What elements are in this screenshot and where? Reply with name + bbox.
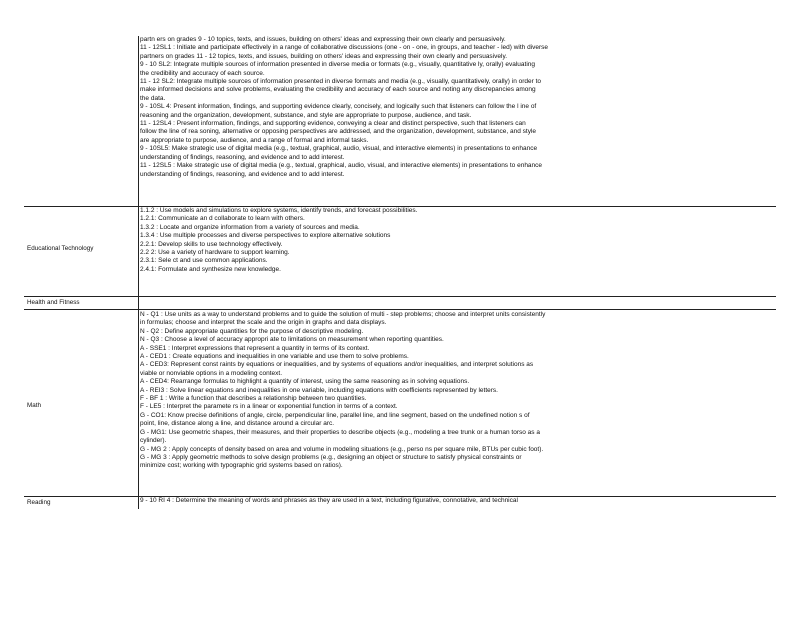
standard-line: A - CED3: Represent const raints by equations or inequalities, and by systems of equations and/or inequalities, and interpret solutions as — [140, 361, 534, 369]
standard-line: F - BF 1 : Write a function that describes a relationship between two quantities. — [140, 395, 367, 403]
standard-line: G - MG1: Use geometric shapes, their measures, and their properties to describe objects (e.g., modeling a tree trunk or a human torso as a — [140, 428, 540, 436]
standard-line: the data. — [140, 94, 166, 102]
table-row — [24, 310, 776, 497]
table-row — [24, 297, 776, 310]
standard-line: F - LE5 : Interpret the paramete rs in a linear or exponential function in terms of a context. — [140, 403, 398, 411]
table-row — [24, 36, 776, 207]
standard-line: partn ers on grades 9 - 10 topics, texts, and issues, building on others' ideas and expressing their own clearly and persuasively. — [140, 36, 506, 43]
row-content — [140, 207, 776, 274]
standards-table — [24, 36, 776, 509]
standard-line: follow the line of rea soning, alternative or opposing perspectives are addressed, and the organization, development, substance, and style — [140, 128, 537, 136]
standard-line: 2.4.1: Formulate and synthesize new knowledge. — [140, 265, 281, 273]
standard-line: 9 - 10 RI 4 : Determine the meaning of words and phrases as they are used in a text, including figurative, connotative, and technical — [140, 497, 518, 504]
standard-line: A - SSE1 : Interpret expressions that represent a quantity in terms of its context. — [140, 344, 370, 352]
standard-line: minimize cost; working with typographic grid systems based on ratios). — [140, 462, 343, 470]
standard-line: viable or nonviable options in a modeling context. — [140, 369, 283, 377]
standard-line: are appropriate to purpose, audience, and a range of formal and informal tasks. — [140, 136, 369, 144]
row-content — [140, 310, 776, 471]
column-divider — [138, 36, 139, 206]
standard-line: 11 - 12SL1 : Initiate and participate effectively in a range of collaborative discussions (one - on - one, in groups, and teacher - led) with diverse — [140, 44, 549, 52]
row-label: Reading — [27, 499, 51, 506]
standard-line: G - CO1: Know precise definitions of angle, circle, perpendicular line, parallel line, and line segment, based on the undefined notion s of — [140, 411, 530, 419]
standard-line: 1.1.2 : Use models and simulations to explore systems, identify trends, and forecast possibilities. — [140, 207, 418, 214]
column-divider — [138, 297, 139, 309]
standard-line: N - Q3 : Choose a level of accuracy appropri ate to limitations on measurement when reporting quantities. — [140, 336, 444, 344]
row-label: Math — [27, 402, 41, 409]
standard-line: 1.3.4 : Use multiple processes and diverse perspectives to explore alternative solutions — [140, 232, 391, 240]
standard-line: understanding of findings, reasoning, and evidence and to add interest. — [140, 153, 345, 161]
standard-line: 1.3.2 : Locate and organize information from a variety of sources and media. — [140, 223, 360, 231]
standard-line: 9 - 10 SL2: Integrate multiple sources of information presented in diverse media or formats (e.g., visually, quantitative ly, orally) evaluating — [140, 61, 536, 69]
standard-line: reasoning and the organization, development, substance, and style are appropriate to purpose, audience, and task. — [140, 111, 472, 119]
standard-line: 2.3.1: Sele ct and use common applications. — [140, 257, 268, 265]
column-divider — [138, 310, 139, 496]
standard-line: G - MG 2 : Apply concepts of density based on area and volume in modeling situations (e.g., perso ns per square mile, BTUs per cubic foot). — [140, 445, 544, 453]
standard-line: 9 - 10SL 4: Present information, findings, and supporting evidence clearly, concisely, and logically such that listeners can follow the l ine of — [140, 103, 537, 111]
standard-line: understanding of findings, reasoning, and evidence and to add interest. — [140, 170, 345, 178]
column-divider — [138, 497, 139, 509]
row-content — [140, 36, 776, 179]
row-label: Health and Fitness — [27, 299, 80, 306]
standard-line: A - CED1 : Create equations and inequalities in one variable and use them to solve problems. — [140, 353, 409, 361]
standard-line: 11 - 12SL4 : Present information, findings, and supporting evidence, conveying a clear and distinct perspective, such that listeners can — [140, 120, 526, 128]
standard-line: 11 - 12 SL2: Integrate multiple sources of information presented in diverse formats and media (e.g., visually, quantitatively, orally) in order to — [140, 78, 542, 86]
standard-line: point, line, distance along a line, and distance around a circular arc. — [140, 420, 335, 428]
standard-line: 2.2.1: Develop skills to use technology effectively. — [140, 240, 283, 248]
standard-line: 11 - 12SL5 : Make strategic use of digital media (e.g., textual, graphical, audio, visual, and interactive elements) in presentations to enhance — [140, 162, 543, 170]
standard-line: A - REI3 : Solve linear equations and inequalities in one variable, including equations with coefficients represented by letters. — [140, 386, 498, 394]
standard-line: the credibility and accuracy of each source. — [140, 69, 265, 77]
standard-line: A - CED4: Rearrange formulas to highlight a quantity of interest, using the same reasoning as in solving equations. — [140, 378, 470, 386]
row-content — [140, 497, 776, 505]
standard-line: cylinder). — [140, 437, 167, 445]
standard-line: G - MG 3 : Apply geometric methods to solve design problems (e.g., designing an object or structure to satisfy physical constraints or — [140, 453, 522, 461]
row-label: Educational Technology — [27, 245, 94, 252]
column-divider — [138, 207, 139, 296]
standard-line: 9 - 10SL5: Make strategic use of digital media (e.g., textual, graphical, audio, visual, and interactive elements) in presentations to enhance — [140, 145, 538, 153]
standard-line: make informed decisions and solve problems, evaluating the credibility and accuracy of each source and noting any discrepancies among — [140, 86, 536, 94]
standard-line: in formulas; choose and interpret the scale and the origin in graphs and data displays. — [140, 319, 387, 327]
standard-line: partners on grades 11 - 12 topics, texts, and issues, building on others' ideas and expressing their own clearly and persuasively. — [140, 52, 508, 60]
standard-line: N - Q2 : Define appropriate quantities for the purpose of descriptive modeling. — [140, 327, 364, 335]
standard-line: N - Q1 : Use units as a way to understand problems and to guide the solution of multi - step problems; choose and interpret units consistently — [140, 311, 546, 318]
standard-line: 1.2.1: Communicate an d collaborate to learn with others. — [140, 215, 305, 223]
table-row — [24, 497, 776, 509]
table-row — [24, 207, 776, 297]
standard-line: 2.2 2: Use a variety of hardware to support learning. — [140, 249, 290, 257]
